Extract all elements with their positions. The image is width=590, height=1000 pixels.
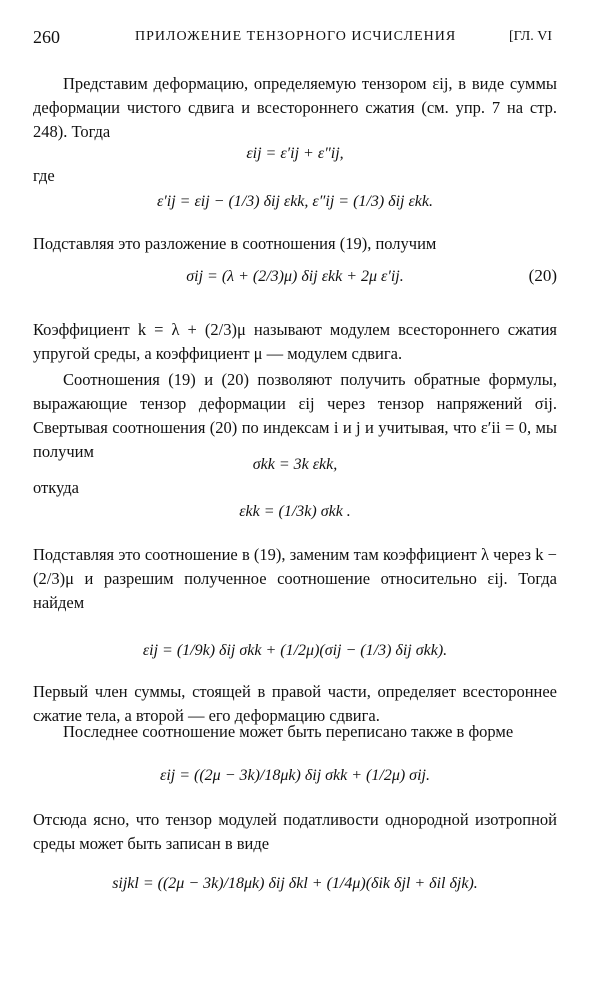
- paragraph-5: Подставляя это соотношение в (19), заменим там коэффициент λ через k − (2/3)μ и разрешим полученное соотношение относительно εij. Тогда найдем: [33, 545, 557, 612]
- paragraph-whence: откуда: [33, 478, 79, 497]
- paragraph-6: Первый член суммы, стоящей в правой части, определяет всестороннее сжатие тела, а второй — его деформацию сдвига.: [33, 682, 557, 725]
- paragraph-3: Коэффициент k = λ + (2/3)μ называют модулем всестороннего сжатия упругой среды, а коэффициент μ — модулем сдвига.: [33, 320, 557, 363]
- paragraph-where: где: [33, 166, 55, 185]
- formula-deviator-spherical: ε′ij = εij − (1/3) δij εkk, ε″ij = (1/3) δij εkk.: [156, 193, 433, 210]
- equation-number: (20): [528, 266, 557, 285]
- formula-decomposition: εij = ε′ij + ε″ij,: [246, 145, 344, 162]
- paragraph-2: Подставляя это разложение в соотношения (19), получим: [33, 234, 437, 253]
- paragraph-8: Отсюда ясно, что тензор модулей податливости однородной изотропной среды может быть записан в виде: [33, 810, 557, 853]
- running-title: ПРИЛОЖЕНИЕ ТЕНЗОРНОГО ИСЧИСЛЕНИЯ: [135, 29, 457, 44]
- formula-compliance-tensor: sijkl = ((2μ − 3k)/18μk) δij δkl + (1/4μ)(δik δjl + δil δjk).: [112, 875, 478, 892]
- paragraph-4: Соотношения (19) и (20) позволяют получить обратные формулы, выражающие тензор деформации εij через тензор напряжений σij. Свертывая соотношения (20) по индексам i и j и учитывая, что ε′ii = 0, мы получим: [33, 370, 557, 461]
- formula-inverse: εij = (1/9k) δij σkk + (1/2μ)(σij − (1/3) δij σkk).: [142, 642, 448, 659]
- paragraph-1: Представим деформацию, определяемую тензором εij, в виде суммы деформации чистого сдвига и всестороннего сжатия (см. упр. 7 на стр. 248). Тогда: [33, 74, 557, 141]
- section-label: [ГЛ. VI: [509, 29, 552, 44]
- paragraph-7: Последнее соотношение может быть переписано также в форме: [63, 722, 514, 741]
- formula-trace-strain: εkk = (1/3k) σkk .: [239, 503, 351, 520]
- formula-20: σij = (λ + (2/3)μ) δij εkk + 2μ ε′ij.: [186, 268, 404, 285]
- formula-strain-form: εij = ((2μ − 3k)/18μk) δij σkk + (1/2μ) σij.: [160, 767, 430, 784]
- formula-trace-stress: σkk = 3k εkk,: [252, 456, 338, 473]
- page-number: 260: [33, 27, 60, 47]
